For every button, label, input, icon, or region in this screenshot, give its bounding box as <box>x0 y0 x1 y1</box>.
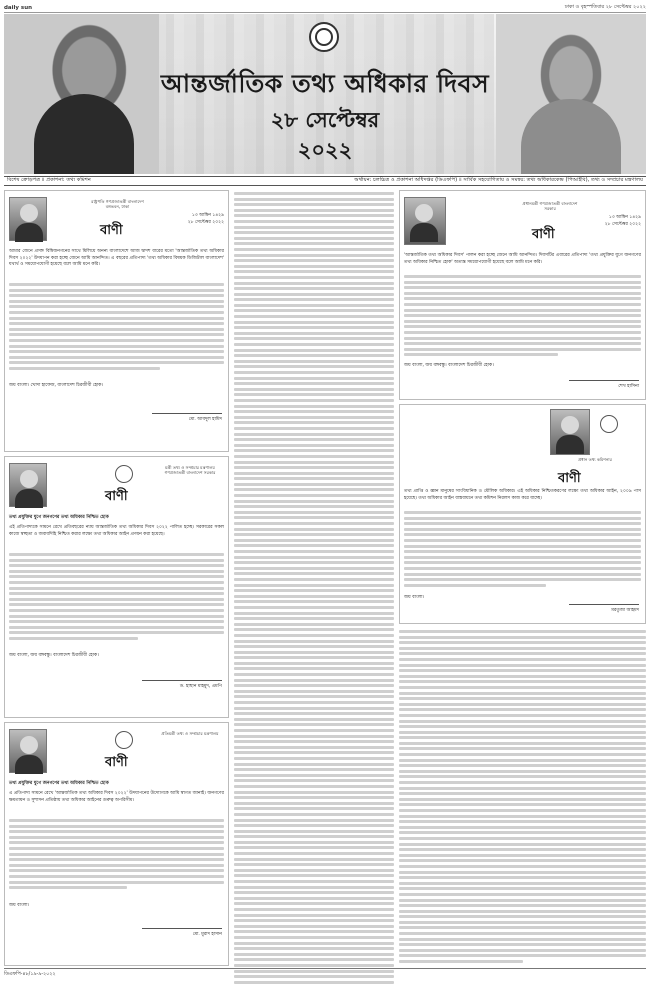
signature-scrawl-icon <box>142 673 222 681</box>
commission-message <box>399 404 646 624</box>
prime-minister-text: 'আন্তর্জাতিক তথ্য অধিকার দিবস' পালন করা হচ্ছে জেনে আমি আনন্দিত। দিবসটির এবারের প্রতিপাদ্য 'তথ্য প্রযুক্তির যুগে জনগণের তথ্য অধিকার নিশ্চিত হোক' অত্যন্ত সময়োপযোগী হয়েছে বলে আমি মনে করি। <box>404 253 641 265</box>
banner-year: ২০২২ <box>297 137 353 162</box>
commission-signature <box>569 597 639 614</box>
president-role: রাষ্ট্রপতি গণপ্রজাতন্ত্রী বাংলাদেশ বঙ্গভবন, ঢাকা <box>91 199 144 210</box>
prime-minister-signature-name: শেখ হাসিনা <box>618 384 639 389</box>
chief-commissioner-role: প্রধান তথ্য কমিশনার <box>578 457 612 462</box>
deputy-minister-photo <box>9 729 47 773</box>
banner <box>4 14 646 174</box>
prime-minister-photo <box>404 197 446 245</box>
deputy-minister-text: এ প্রতিপাদ্য সামনে রেখে 'আন্তর্জাতিক তথ্য অধিকার দিবস ২০২২' উদযাপনের উদ্যোগকে আমি স্বাগত জানাই। জনগণের ক্ষমতায়ন ও সুশাসন প্রতিষ্ঠায় তথ্য অধিকার আইনের গুরুত্ব অপরিসীম। <box>9 791 224 803</box>
minister-role: মন্ত্রী তথ্য ও সম্প্রচার মন্ত্রণালয় গণপ্রজাতন্ত্রী বাংলাদেশ সরকার <box>164 465 216 476</box>
publisher-bar <box>4 176 646 186</box>
information-commission-seal-icon <box>600 415 618 433</box>
prime-minister-message <box>399 190 646 400</box>
president-message <box>4 190 229 452</box>
minister-heading: বাণী <box>105 489 128 504</box>
minister-signature-name: ড. হাছান মাহমুদ, এমপি <box>179 684 222 689</box>
prime-minister-date-bangla: ১৩ আশ্বিন ১৪২৯ <box>608 215 641 220</box>
president-photo <box>9 197 47 241</box>
minister-closing: জয় বাংলা, জয় বঙ্গবন্ধু। বাংলাদেশ চিরজীবী হোক। <box>9 653 99 658</box>
right-article-continuation <box>399 628 646 964</box>
dfp-code: ডিএফপি-৪৮/১৯-৯-২০২২ <box>4 972 56 977</box>
prime-minister-closing: জয় বাংলা, জয় বঙ্গবন্ধু। বাংলাদেশ চিরজীবী হোক। <box>404 363 494 368</box>
banner-title: আন্তর্জাতিক তথ্য অধিকার দিবস <box>160 69 490 98</box>
prime-minister-date-english: ২৮ সেপ্টেম্বর ২০২২ <box>604 221 641 227</box>
president-signature <box>152 406 222 423</box>
minister-quote: তথ্য প্রযুক্তির যুগে জনগণের তথ্য অধিকার নিশ্চিত হোক <box>9 515 109 520</box>
deputy-minister-closing: জয় বাংলা। <box>9 903 30 908</box>
signature-scrawl-icon <box>569 373 639 381</box>
deputy-minister-role: প্রতিমন্ত্রী তথ্য ও সম্প্রচার মন্ত্রণালয় <box>161 731 219 736</box>
deputy-minister-signature <box>142 921 222 938</box>
information-commission-logo-icon <box>309 22 339 52</box>
commission-heading: বাণী <box>558 471 581 486</box>
masthead-strip <box>4 3 646 13</box>
president-text: আমার জেনে প্রসঙ্গ বিশ্বিজনগনের সাথে মিলিয়ে অনন্য বাংলাদেশে আজ দ্বাদশ বারের মতো 'আন্তর্জাতিক তথ্য অধিকার দিবস ২০২২' উদযাপন করা হচ্ছে জেনে আমি আনন্দিত। এ বছরের প্রতিপাদ্য 'তথ্য অধিকার বিষয়ক ডিজিটাল বাংলাদেশ' যথার্থ ও সময়োপযোগী হয়েছে বলে আমি মনে করি। <box>9 249 224 268</box>
signature-scrawl-icon <box>142 921 222 929</box>
prime-minister-dates <box>605 215 641 229</box>
minister-text-body <box>9 553 224 643</box>
commission-text: তথ্য প্রাপ্তি ও জ্ঞান মানুষের সাংবিধানিক ও মৌলিক অধিকার। এই অধিকার নিশ্চিতকরণের লক্ষ্যে তথ্য অধিকার আইন, ২০০৯ পাস হয়েছে। তথ্য অধিকার আইন বাস্তবায়নে তথ্য কমিশন নিরলস কাজ করে যাচ্ছে। <box>404 489 641 501</box>
deputy-minister-signature-name: মো. মুরাদ হাসান <box>192 932 222 937</box>
minister-message <box>4 456 229 718</box>
chief-commissioner-photo <box>550 409 590 455</box>
deputy-minister-quote: তথ্য প্রযুক্তির যুগে জনগণের তথ্য অধিকার নিশ্চিত হোক <box>9 781 109 786</box>
banner-date: ২৮ সেপ্টেম্বর <box>270 107 380 132</box>
edition-date: ঢাকা ও বৃহস্পতিবার ২৮ সেপ্টেম্বর ২০২২ <box>564 3 646 10</box>
president-signature-name: মো. আবদুল হামিদ <box>188 417 222 422</box>
publisher-right: অর্থায়ন: চলচ্চিত্র ও প্রকাশনা অধিদপ্তর (ডিএফপি) ॥ সার্বিক সহযোগিতায় ও সমন্বয়: তথ্য অধিকারকেন্দ্র (পিআইবি), তথ্য ও সম্প্রচার মন্ত্রণালয় <box>354 177 643 183</box>
president-heading: বাণী <box>100 223 123 238</box>
commission-closing: জয় বাংলা। <box>404 595 425 600</box>
newspaper-name: daily sun <box>4 4 33 11</box>
deputy-minister-heading: বাণী <box>105 755 128 770</box>
prime-minister-role: প্রধানমন্ত্রী গণপ্রজাতন্ত্রী বাংলাদেশ সরকার <box>522 201 578 212</box>
article-text-block-1 <box>234 192 394 984</box>
government-seal-icon <box>115 465 133 483</box>
president-text-body <box>9 283 224 373</box>
minister-text: এই প্রতিপাদ্যকে সামনে রেখে প্রতিবছরের ন্যায় আন্তর্জাতিক তথ্য অধিকার দিবস ২০২২ পালিত হচ্ছে। সরকারের সকল কাজে স্বচ্ছতা ও জবাবদিহি নিশ্চিত করার লক্ষ্যে তথ্য অধিকার আইন প্রণয়ন করা হয়েছে। <box>9 525 224 537</box>
government-seal-icon <box>115 731 133 749</box>
minister-photo <box>9 463 47 507</box>
signature-scrawl-icon <box>569 597 639 605</box>
president-date-bangla: ১৩ আশ্বিন ১৪২৯ <box>191 213 224 218</box>
president-date-english: ২৮ সেপ্টেম্বর ২০২২ <box>187 219 224 225</box>
prime-minister-heading: বাণী <box>532 227 555 242</box>
publisher-left: বিশেষ ক্রোড়পত্র ॥ প্রকাশনা: তথ্য কমিশন <box>7 177 91 183</box>
signature-scrawl-icon <box>152 406 222 414</box>
minister-signature <box>142 673 222 690</box>
deputy-minister-message <box>4 722 229 966</box>
right-article-text <box>399 630 646 964</box>
page-footer <box>4 968 646 979</box>
commission-text-body <box>404 511 641 589</box>
middle-column-article <box>234 190 394 962</box>
prime-minister-signature <box>569 373 639 390</box>
president-closing: জয় বাংলা। খোদা হাফেজ, বাংলাদেশ চিরজীবী হোক। <box>9 383 104 388</box>
commission-signature-name: মরতুজা আহমদ <box>611 608 639 613</box>
prime-minister-text-body <box>404 275 641 359</box>
deputy-minister-text-body <box>9 819 224 892</box>
president-dates <box>188 213 224 227</box>
